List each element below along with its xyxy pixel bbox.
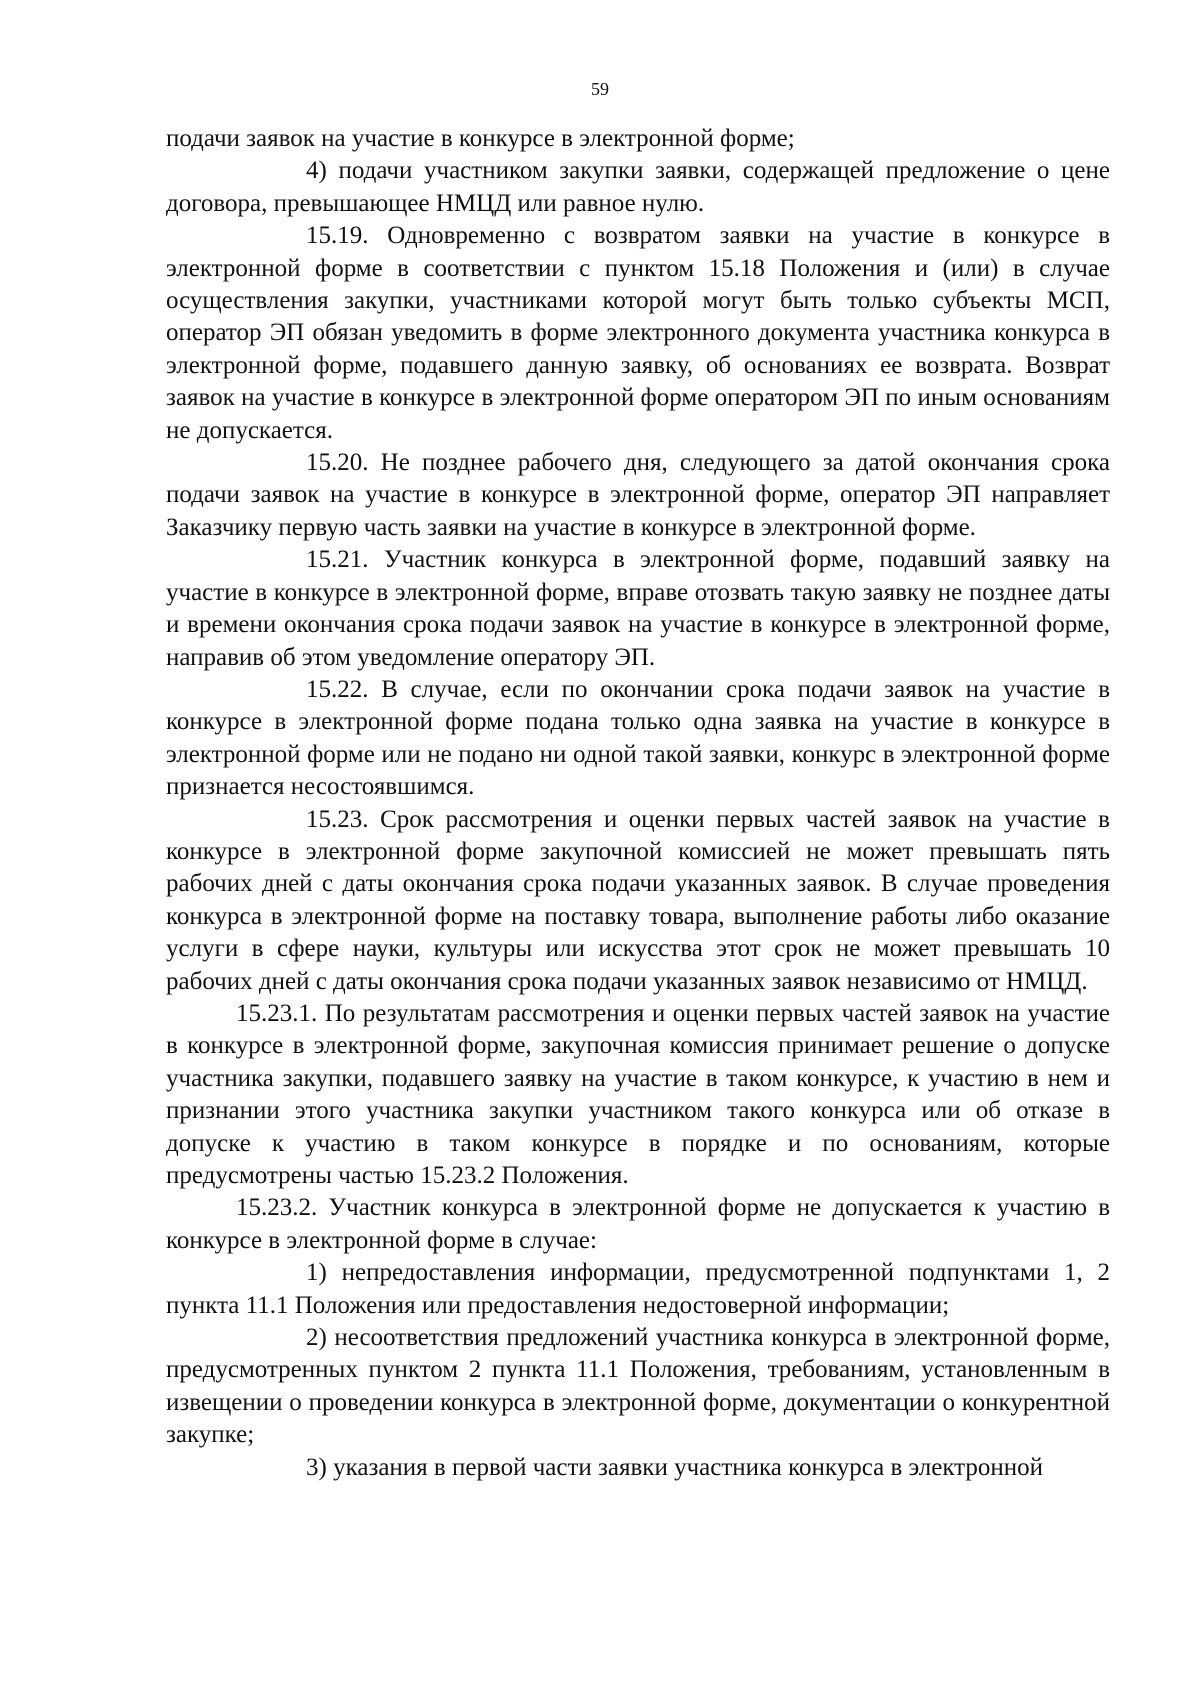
clause-15-23: [166, 804, 1110, 998]
paragraph-text: Одновременно с возвратом заявки на участие в конкурсе в электронной форме в соответствии с пунктом 15.18 Положения и (или) в случае осуществления закупки, участниками которой могут быть только субъекты МСП, оператор ЭП обязан уведомить в форме электронного документа участника конкурса в электронной форме, подавшего данную заявку, об основаниях ее возврата. Возврат заявок на участие в конкурсе в электронной форме оператором ЭП по иным основаниям не допускается.: [166, 222, 1110, 444]
item-number: 1): [306, 1259, 327, 1287]
paragraph-text: Срок рассмотрения и оценки первых частей заявок на участие в конкурсе в электронной форме закупочной комиссией не может превышать пять рабочих дней с даты окончания срока подачи указанных заявок. В случае проведения конкурса в электронной форме на поставку товара, выполнение работы либо оказание услуги в сфере науки, культуры или искусства этот срок не может превышать 10 рабочих дней с даты окончания срока подачи указанных заявок независимо от НМЦД.: [166, 805, 1110, 995]
paragraph-text: По результатам рассмотрения и оценки первых частей заявок на участие в конкурсе в электронной форме, закупочная комиссия принимает решение о допуске участника закупки, подавшего заявку на участие в таком конкурсе, к участию в нем и признании этого участника закупки участником такого конкурса или об отказе в допуске к участию в таком конкурсе в порядке и по основаниям, которые предусмотрены частью 15.23.2 Положения.: [166, 999, 1110, 1189]
clause-number: 15.21.: [306, 546, 369, 574]
list-item-1: [166, 1257, 1110, 1322]
paragraph-continuation: [166, 123, 1110, 155]
clause-15-22: [166, 674, 1110, 804]
clause-number: 15.22.: [306, 675, 369, 703]
paragraph-text: указания в первой части заявки участника конкурса в электронной: [333, 1453, 1044, 1481]
clause-15-20: [166, 447, 1110, 544]
paragraph-text: Участник конкурса в электронной форме, подавший заявку на участие в конкурсе в электронной форме, вправе отозвать такую заявку не позднее даты и времени окончания срока подачи заявок на участие в конкурсе в электронной форме, направив об этом уведомление оператору ЭП.: [166, 546, 1110, 671]
item-number: 3): [306, 1453, 327, 1481]
clause-number: 15.20.: [306, 449, 369, 477]
clause-number: 15.19.: [306, 222, 369, 250]
paragraph-text: В случае, если по окончании срока подачи заявок на участие в конкурсе в электронной форме подана только одна заявка на участие в конкурсе в электронной форме или не подано ни одной такой заявки, конкурс в электронной форме признается несостоявшимся.: [166, 675, 1111, 801]
item-number: 2): [306, 1324, 327, 1352]
paragraph-text: Не позднее рабочего дня, следующего за датой окончания срока подачи заявок на участие в конкурсе в электронной форме, оператор ЭП направляет Заказчику первую часть заявки на участие в конкурсе в электронной форме.: [166, 449, 1111, 541]
paragraph-text: непредоставления информации, предусмотренной подпунктами 1, 2 пункта 11.1 Положения или предоставления недостоверной информации;: [166, 1259, 1111, 1319]
clause-15-23-1: [166, 998, 1110, 1192]
clause-number: 15.23.: [306, 805, 369, 833]
list-item-4: [166, 155, 1110, 220]
list-item-3: [166, 1452, 1110, 1484]
document-body: [166, 123, 1110, 1484]
clause-number: 15.23.2.: [236, 1194, 318, 1222]
clause-15-23-2: [166, 1192, 1110, 1257]
clause-15-21: [166, 544, 1110, 674]
item-number: 4): [306, 157, 327, 185]
clause-15-19: [166, 220, 1110, 447]
paragraph-text: несоответствия предложений участника конкурса в электронной форме, предусмотренных пунктом 2 пункта 11.1 Положения, требованиям, установленным в извещении о проведении конкурса в электронной форме, документации о конкурентной закупке;: [166, 1324, 1110, 1449]
page-number: 59: [591, 79, 609, 99]
list-item-2: [166, 1322, 1110, 1452]
paragraph-text: Участник конкурса в электронной форме не допускается к участию в конкурсе в электронной форме в случае:: [166, 1194, 1110, 1254]
paragraph-text: подачи участником закупки заявки, содержащей предложение о цене договора, превышающее НМЦД или равное нулю.: [166, 157, 1110, 217]
paragraph-text: подачи заявок на участие в конкурсе в электронной форме;: [166, 125, 795, 152]
clause-number: 15.23.1.: [236, 999, 318, 1027]
